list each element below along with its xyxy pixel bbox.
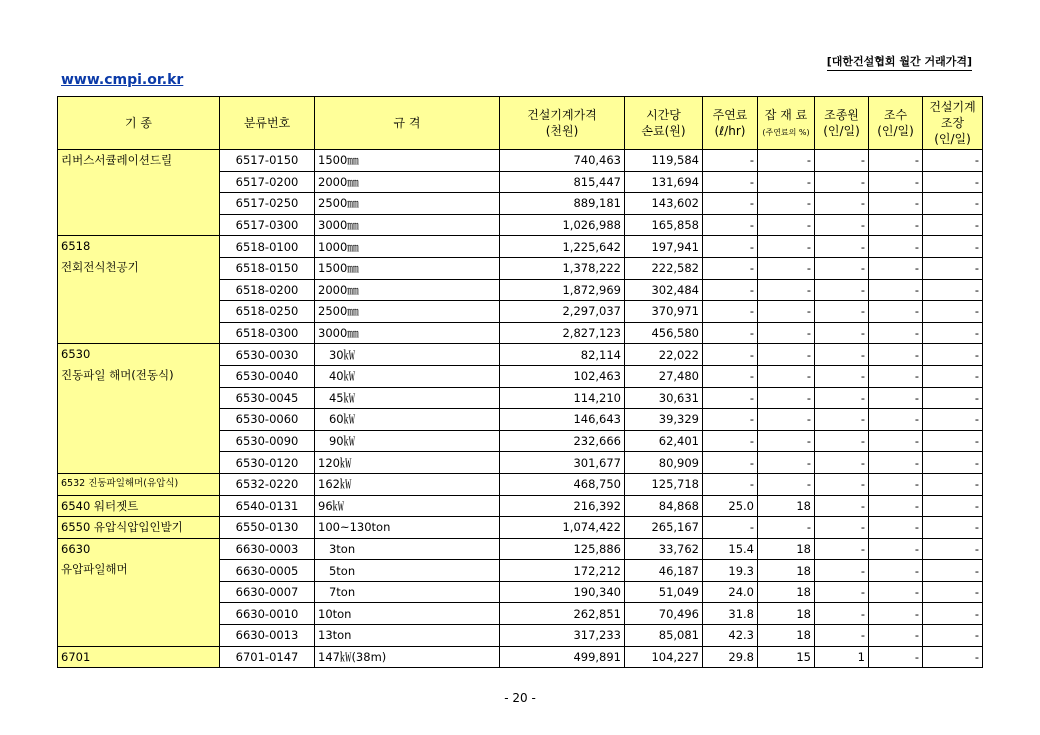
adjuster-cell: - (923, 236, 983, 258)
price-cell: 815,447 (500, 171, 625, 193)
operator-cell: - (815, 257, 869, 279)
table-header-row (58, 97, 983, 150)
adjuster-cell: - (923, 473, 983, 495)
operator-cell: - (815, 344, 869, 366)
header-adjuster-line-1: 건설기계 (929, 99, 976, 114)
assistant-cell: - (869, 560, 923, 582)
price-cell: 172,212 (500, 560, 625, 582)
assistant-cell: - (869, 603, 923, 625)
price-cell: 499,891 (500, 646, 625, 668)
header-adjuster (923, 97, 983, 150)
price-cell: 102,463 (500, 365, 625, 387)
adjuster-cell: - (923, 452, 983, 474)
adjuster-cell: - (923, 603, 983, 625)
equipment-kind-cell (58, 646, 220, 668)
spec-cell: 1500㎜ (315, 150, 500, 172)
misc-cell: - (758, 517, 815, 539)
misc-cell: 18 (758, 581, 815, 603)
operator-cell: - (815, 473, 869, 495)
equipment-kind-label: 유압파일해머 (61, 562, 128, 577)
loss-cell: 143,602 (625, 193, 703, 215)
equipment-kind-cell (58, 344, 220, 474)
adjuster-cell: - (923, 322, 983, 344)
misc-cell: - (758, 430, 815, 452)
header-loss (625, 97, 703, 150)
fuel-cell: - (703, 473, 758, 495)
equipment-price-table (57, 96, 983, 668)
price-cell: 1,026,988 (500, 214, 625, 236)
misc-cell: 18 (758, 560, 815, 582)
adjuster-cell: - (923, 387, 983, 409)
equipment-kind-label: 6550 유압식압입인발기 (61, 520, 183, 535)
assistant-cell: - (869, 452, 923, 474)
equipment-kind-label: 6701 (61, 649, 91, 664)
adjuster-cell: - (923, 150, 983, 172)
table-body (58, 150, 983, 668)
fuel-cell: - (703, 279, 758, 301)
fuel-cell: - (703, 301, 758, 323)
adjuster-cell: - (923, 495, 983, 517)
spec-cell: 5ton (315, 560, 500, 582)
misc-cell: - (758, 452, 815, 474)
spec-cell: 60㎾ (315, 409, 500, 431)
equipment-kind-label: 진동파일 해머(전동식) (61, 367, 174, 382)
code-cell: 6630-0013 (220, 625, 315, 647)
misc-cell: - (758, 344, 815, 366)
fuel-cell: - (703, 344, 758, 366)
spec-cell: 7ton (315, 581, 500, 603)
misc-cell: - (758, 387, 815, 409)
misc-cell: 18 (758, 495, 815, 517)
price-cell: 2,827,123 (500, 322, 625, 344)
header-loss-line-1: 시간당 (646, 107, 681, 122)
misc-cell: - (758, 214, 815, 236)
misc-cell: 18 (758, 538, 815, 560)
loss-cell: 39,329 (625, 409, 703, 431)
misc-cell: - (758, 150, 815, 172)
header-operator-line-1: 조종원 (824, 107, 859, 122)
code-cell: 6540-0131 (220, 495, 315, 517)
fuel-cell: 29.8 (703, 646, 758, 668)
fuel-cell: 31.8 (703, 603, 758, 625)
loss-cell: 131,694 (625, 171, 703, 193)
adjuster-cell: - (923, 365, 983, 387)
assistant-cell: - (869, 214, 923, 236)
equipment-kind-label: 전회전식천공기 (61, 259, 139, 274)
loss-cell: 197,941 (625, 236, 703, 258)
assistant-cell: - (869, 257, 923, 279)
header-price (500, 97, 625, 150)
table-row (58, 517, 983, 539)
price-cell: 1,074,422 (500, 517, 625, 539)
loss-cell: 62,401 (625, 430, 703, 452)
price-cell: 146,643 (500, 409, 625, 431)
header-fuel-line-1: 주연료 (712, 107, 748, 122)
operator-cell: - (815, 387, 869, 409)
assistant-cell: - (869, 409, 923, 431)
spec-cell: 162㎾ (315, 473, 500, 495)
fuel-cell: - (703, 409, 758, 431)
misc-cell: - (758, 322, 815, 344)
operator-cell: - (815, 495, 869, 517)
operator-cell: - (815, 538, 869, 560)
code-cell: 6630-0007 (220, 581, 315, 603)
operator-cell: - (815, 279, 869, 301)
spec-cell: 96㎾ (315, 495, 500, 517)
header-spec: 규 격 (315, 97, 500, 150)
table-row (58, 150, 983, 172)
operator-cell: - (815, 365, 869, 387)
header-assistant-line-1: 조수 (883, 107, 908, 122)
adjuster-cell: - (923, 625, 983, 647)
adjuster-cell: - (923, 517, 983, 539)
header-fuel (703, 97, 758, 150)
spec-cell: 147㎾(38m) (315, 646, 500, 668)
header-assistant (869, 97, 923, 150)
price-cell: 317,233 (500, 625, 625, 647)
code-cell: 6517-0300 (220, 214, 315, 236)
operator-cell: - (815, 560, 869, 582)
header-loss-line-2: 손료(원) (641, 124, 686, 138)
code-cell: 6701-0147 (220, 646, 315, 668)
assistant-cell: - (869, 517, 923, 539)
price-cell: 82,114 (500, 344, 625, 366)
code-cell: 6518-0200 (220, 279, 315, 301)
operator-cell: - (815, 409, 869, 431)
code-cell: 6530-0120 (220, 452, 315, 474)
code-cell: 6532-0220 (220, 473, 315, 495)
equipment-kind-cell (58, 538, 220, 646)
price-cell: 740,463 (500, 150, 625, 172)
operator-cell: - (815, 214, 869, 236)
spec-cell: 120㎾ (315, 452, 500, 474)
misc-cell: - (758, 409, 815, 431)
misc-cell: 15 (758, 646, 815, 668)
assistant-cell: - (869, 387, 923, 409)
fuel-cell: - (703, 365, 758, 387)
price-cell: 2,297,037 (500, 301, 625, 323)
loss-cell: 27,480 (625, 365, 703, 387)
code-cell: 6530-0040 (220, 365, 315, 387)
equipment-kind-label: 리버스서큘레이션드릴 (61, 153, 173, 167)
price-cell: 301,677 (500, 452, 625, 474)
spec-cell: 2000㎜ (315, 171, 500, 193)
code-cell: 6518-0250 (220, 301, 315, 323)
code-cell: 6518-0300 (220, 322, 315, 344)
header-price-line-2: (천원) (545, 124, 579, 138)
adjuster-cell: - (923, 344, 983, 366)
spec-cell: 40㎾ (315, 365, 500, 387)
adjuster-cell: - (923, 538, 983, 560)
misc-cell: - (758, 193, 815, 215)
equipment-kind-cell (58, 150, 220, 236)
assistant-cell: - (869, 473, 923, 495)
spec-cell: 2000㎜ (315, 279, 500, 301)
assistant-cell: - (869, 625, 923, 647)
operator-cell: - (815, 193, 869, 215)
loss-cell: 125,718 (625, 473, 703, 495)
header-code: 분류번호 (220, 97, 315, 150)
price-cell: 125,886 (500, 538, 625, 560)
adjuster-cell: - (923, 409, 983, 431)
spec-cell: 2500㎜ (315, 301, 500, 323)
spec-cell: 1500㎜ (315, 257, 500, 279)
website-link[interactable]: www.cmpi.or.kr (61, 72, 184, 88)
spec-cell: 3000㎜ (315, 322, 500, 344)
assistant-cell: - (869, 646, 923, 668)
price-cell: 216,392 (500, 495, 625, 517)
operator-cell: - (815, 452, 869, 474)
header-adjuster-line-2: 조장 (940, 115, 965, 130)
header-operator (815, 97, 869, 150)
header-adjuster-line-3: (인/일) (934, 132, 971, 147)
spec-cell: 90㎾ (315, 430, 500, 452)
table-row (58, 646, 983, 668)
misc-cell: - (758, 279, 815, 301)
table-row (58, 344, 983, 366)
fuel-cell: - (703, 150, 758, 172)
assistant-cell: - (869, 538, 923, 560)
fuel-cell: - (703, 171, 758, 193)
fuel-cell: - (703, 214, 758, 236)
misc-cell: - (758, 236, 815, 258)
adjuster-cell: - (923, 646, 983, 668)
adjuster-cell: - (923, 171, 983, 193)
fuel-cell: - (703, 387, 758, 409)
loss-cell: 456,580 (625, 322, 703, 344)
fuel-cell: - (703, 322, 758, 344)
price-cell: 1,225,642 (500, 236, 625, 258)
equipment-kind-label: 6630 (61, 541, 91, 556)
header-kind: 기 종 (58, 97, 220, 150)
fuel-cell: - (703, 236, 758, 258)
code-cell: 6530-0090 (220, 430, 315, 452)
equipment-kind-cell (58, 517, 220, 539)
misc-cell: - (758, 171, 815, 193)
operator-cell: - (815, 581, 869, 603)
adjuster-cell: - (923, 560, 983, 582)
price-cell: 468,750 (500, 473, 625, 495)
loss-cell: 30,631 (625, 387, 703, 409)
equipment-kind-label: 6518 (61, 239, 91, 254)
code-cell: 6630-0010 (220, 603, 315, 625)
header-fuel-line-2: (ℓ/hr) (714, 124, 746, 138)
loss-cell: 51,049 (625, 581, 703, 603)
fuel-cell: 25.0 (703, 495, 758, 517)
loss-cell: 85,081 (625, 625, 703, 647)
code-cell: 6530-0045 (220, 387, 315, 409)
price-cell: 262,851 (500, 603, 625, 625)
loss-cell: 84,868 (625, 495, 703, 517)
fuel-cell: 24.0 (703, 581, 758, 603)
code-cell: 6517-0200 (220, 171, 315, 193)
price-cell: 190,340 (500, 581, 625, 603)
adjuster-cell: - (923, 279, 983, 301)
equipment-kind-cell (58, 495, 220, 517)
code-cell: 6630-0003 (220, 538, 315, 560)
spec-cell: 3000㎜ (315, 214, 500, 236)
operator-cell: - (815, 430, 869, 452)
misc-cell: - (758, 301, 815, 323)
spec-cell: 10ton (315, 603, 500, 625)
operator-cell: 1 (815, 646, 869, 668)
publication-title: [대한건설협회 월간 거래가격] (827, 53, 972, 71)
assistant-cell: - (869, 430, 923, 452)
code-cell: 6518-0150 (220, 257, 315, 279)
header-misc (758, 97, 815, 150)
operator-cell: - (815, 301, 869, 323)
assistant-cell: - (869, 279, 923, 301)
assistant-cell: - (869, 495, 923, 517)
spec-cell: 30㎾ (315, 344, 500, 366)
price-cell: 1,872,969 (500, 279, 625, 301)
spec-cell: 2500㎜ (315, 193, 500, 215)
page-number: - 20 - (504, 691, 536, 705)
price-cell: 1,378,222 (500, 257, 625, 279)
table-row (58, 236, 983, 258)
adjuster-cell: - (923, 214, 983, 236)
code-cell: 6550-0130 (220, 517, 315, 539)
equipment-kind-cell (58, 236, 220, 344)
table-row (58, 495, 983, 517)
equipment-kind-label: 6532 진동파일해머(유압식) (61, 477, 179, 489)
fuel-cell: 15.4 (703, 538, 758, 560)
operator-cell: - (815, 236, 869, 258)
misc-cell: 18 (758, 625, 815, 647)
operator-cell: - (815, 517, 869, 539)
loss-cell: 222,582 (625, 257, 703, 279)
loss-cell: 80,909 (625, 452, 703, 474)
code-cell: 6518-0100 (220, 236, 315, 258)
operator-cell: - (815, 603, 869, 625)
header-misc-line-1: 잡 재 료 (764, 107, 808, 122)
spec-cell: 45㎾ (315, 387, 500, 409)
code-cell: 6530-0030 (220, 344, 315, 366)
loss-cell: 265,167 (625, 517, 703, 539)
adjuster-cell: - (923, 301, 983, 323)
header-misc-line-2: (주연료의 %) (762, 128, 810, 137)
header-price-line-1: 건설기계가격 (527, 107, 597, 122)
assistant-cell: - (869, 171, 923, 193)
assistant-cell: - (869, 150, 923, 172)
loss-cell: 119,584 (625, 150, 703, 172)
spec-cell: 1000㎜ (315, 236, 500, 258)
loss-cell: 165,858 (625, 214, 703, 236)
price-cell: 889,181 (500, 193, 625, 215)
operator-cell: - (815, 171, 869, 193)
assistant-cell: - (869, 365, 923, 387)
loss-cell: 370,971 (625, 301, 703, 323)
adjuster-cell: - (923, 430, 983, 452)
fuel-cell: - (703, 193, 758, 215)
misc-cell: 18 (758, 603, 815, 625)
equipment-kind-cell (58, 473, 220, 495)
loss-cell: 70,496 (625, 603, 703, 625)
code-cell: 6517-0250 (220, 193, 315, 215)
assistant-cell: - (869, 344, 923, 366)
operator-cell: - (815, 150, 869, 172)
price-cell: 114,210 (500, 387, 625, 409)
spec-cell: 13ton (315, 625, 500, 647)
fuel-cell: - (703, 257, 758, 279)
code-cell: 6530-0060 (220, 409, 315, 431)
adjuster-cell: - (923, 193, 983, 215)
loss-cell: 302,484 (625, 279, 703, 301)
header-assistant-line-2: (인/일) (877, 124, 914, 138)
equipment-kind-label: 6540 워터젯트 (61, 498, 139, 513)
loss-cell: 22,022 (625, 344, 703, 366)
assistant-cell: - (869, 193, 923, 215)
assistant-cell: - (869, 301, 923, 323)
loss-cell: 46,187 (625, 560, 703, 582)
spec-cell: 3ton (315, 538, 500, 560)
equipment-kind-label: 6530 (61, 347, 91, 362)
table-row (58, 473, 983, 495)
fuel-cell: 42.3 (703, 625, 758, 647)
price-cell: 232,666 (500, 430, 625, 452)
fuel-cell: 19.3 (703, 560, 758, 582)
loss-cell: 104,227 (625, 646, 703, 668)
misc-cell: - (758, 257, 815, 279)
loss-cell: 33,762 (625, 538, 703, 560)
adjuster-cell: - (923, 257, 983, 279)
misc-cell: - (758, 365, 815, 387)
assistant-cell: - (869, 581, 923, 603)
spec-cell: 100~130ton (315, 517, 500, 539)
fuel-cell: - (703, 452, 758, 474)
fuel-cell: - (703, 517, 758, 539)
operator-cell: - (815, 625, 869, 647)
adjuster-cell: - (923, 581, 983, 603)
operator-cell: - (815, 322, 869, 344)
misc-cell: - (758, 473, 815, 495)
table-row (58, 538, 983, 560)
code-cell: 6630-0005 (220, 560, 315, 582)
assistant-cell: - (869, 322, 923, 344)
fuel-cell: - (703, 430, 758, 452)
assistant-cell: - (869, 236, 923, 258)
code-cell: 6517-0150 (220, 150, 315, 172)
header-operator-line-2: (인/일) (823, 124, 860, 138)
